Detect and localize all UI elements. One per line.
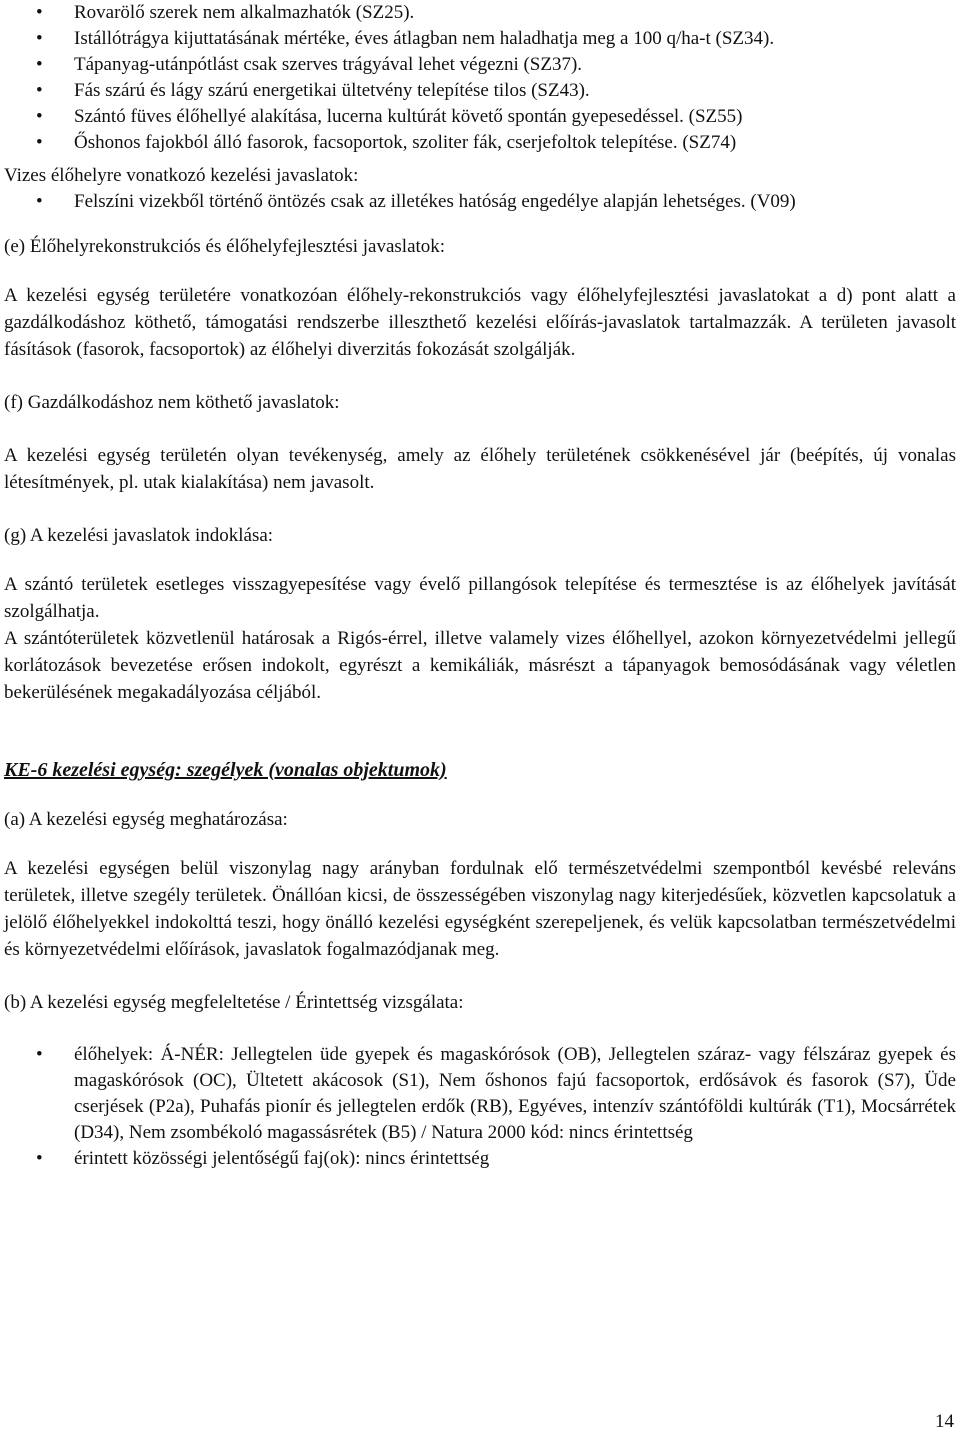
bullet-icon: • — [36, 1148, 43, 1169]
bullet-icon: • — [36, 132, 43, 153]
list-item — [4, 78, 956, 104]
list-item-text: Fás szárú és lágy szárú energetikai ültetvény telepítése tilos (SZ43). — [74, 80, 590, 101]
list-item-text: élőhelyek: Á-NÉR: Jellegtelen üde gyepek és magaskórósok (OB), Jellegtelen száraz- vagy félszáraz gyepek és magaskórósok (OC), Ültetett akácosok (S1), Nem őshonos fajú facsoportok, erdősávok és fasorok (S7), Üde cserjések (P2a), Puhafás pionír és jellegtelen erdők (RB), Egyéves, intenzív szántóföldi kultúrák (T1), Mocsárrétek (D34), Nem zsombékoló magassásrétek (B5) / Natura 2000 kód: nincs érintettség — [74, 1044, 956, 1143]
list-item-text: Felszíni vizekből történő öntözés csak az illetékes hatóság engedélye alapján lehetséges. (V09) — [74, 191, 796, 212]
ke6-title: KE-6 kezelési egység: szegélyek (vonalas objektumok) — [4, 759, 447, 781]
top-bullet-list — [4, 0, 956, 156]
list-item-text: érintett közösségi jelentőségű faj(ok): nincs érintettség — [74, 1148, 490, 1169]
list-item — [4, 1042, 956, 1146]
list-item — [4, 189, 956, 215]
section-g-heading: (g) A kezelési javaslatok indoklása: — [4, 525, 274, 546]
vizes-heading: Vizes élőhelyre vonatkozó kezelési javaslatok: — [4, 165, 359, 186]
list-item — [4, 1146, 956, 1172]
section-g-paragraph-1: A szántó területek esetleges visszagyepesítése vagy évelő pillangósok telepítése és termesztése is az élőhelyek javítását szolgálhatja. — [4, 574, 956, 622]
list-item-text: Őshonos fajokból álló fasorok, facsoportok, szoliter fák, cserjefoltok telepítése. (SZ74) — [74, 132, 737, 153]
bullet-icon: • — [36, 1044, 43, 1065]
bullet-icon: • — [36, 2, 43, 23]
section-e-heading: (e) Élőhelyrekonstrukciós és élőhelyfejlesztési javaslatok: — [4, 236, 446, 257]
ke6-a-paragraph: A kezelési egységen belül viszonylag nagy arányban fordulnak elő természetvédelmi szempontból kevésbé releváns területek, illetve szegély területek. Önállóan kicsi, de összességében viszonylag nagy kiterjedésűek, közvetlen kapcsolatuk a jelölő élőhelyekkel indokolttá teszi, hogy önálló kezelési egységként szerepeljenek, és velük kapcsolatban természetvédelmi és környezetvédelmi előírások, javaslatok fogalmazódjanak meg. — [4, 858, 956, 960]
list-item-text: Rovarölő szerek nem alkalmazhatók (SZ25). — [74, 2, 415, 23]
list-item — [4, 104, 956, 130]
bullet-icon: • — [36, 191, 43, 212]
ke6-b-bullet-list — [4, 1042, 956, 1172]
section-g-paragraph-2: A szántóterületek közvetlenül határosak a Rigós-érrel, illetve valamely vizes élőhellyel, azokon környezetvédelmi jellegű korlátozások bevezetése erősen indokolt, egyrészt a kemikáliák, másrészt a tápanyagok bemosódásának vagy véletlen bekerülésének megakadályozása céljából. — [4, 628, 956, 703]
list-item-text: Istállótrágya kijuttatásának mértéke, éves átlagban nem haladhatja meg a 100 q/ha-t (SZ34). — [74, 28, 775, 49]
list-item-text: Szántó füves élőhellyé alakítása, lucerna kultúrát követő spontán gyepesedéssel. (SZ55) — [74, 106, 743, 127]
ke6-b-heading: (b) A kezelési egység megfeleltetése / Érintettség vizsgálata: — [4, 992, 464, 1013]
list-item-text: Tápanyag-utánpótlást csak szerves trágyával lehet végezni (SZ37). — [74, 54, 583, 75]
section-f-heading: (f) Gazdálkodáshoz nem köthető javaslatok: — [4, 392, 340, 413]
bullet-icon: • — [36, 54, 43, 75]
list-item — [4, 26, 956, 52]
bullet-icon: • — [36, 28, 43, 49]
bullet-icon: • — [36, 106, 43, 127]
list-item — [4, 130, 956, 156]
list-item — [4, 52, 956, 78]
list-item — [4, 0, 956, 26]
document-page — [4, 0, 956, 1172]
section-f-paragraph: A kezelési egység területén olyan tevékenység, amely az élőhely területének csökkenésével jár (beépítés, új vonalas létesítmények, pl. utak kialakítása) nem javasolt. — [4, 445, 956, 493]
bullet-icon: • — [36, 80, 43, 101]
ke6-a-heading: (a) A kezelési egység meghatározása: — [4, 809, 288, 830]
vizes-bullet-list — [4, 189, 956, 215]
section-e-paragraph: A kezelési egység területére vonatkozóan élőhely-rekonstrukciós vagy élőhelyfejlesztési javaslatokat a d) pont alatt a gazdálkodáshoz köthető, támogatási rendszerbe illeszthető kezelési előírás-javaslatok tartalmazzák. A területen javasolt fásítások (fasorok, facsoportok) az élőhelyi diverzitás fokozását szolgálják. — [4, 285, 956, 360]
page-number: 14 — [935, 1411, 954, 1432]
